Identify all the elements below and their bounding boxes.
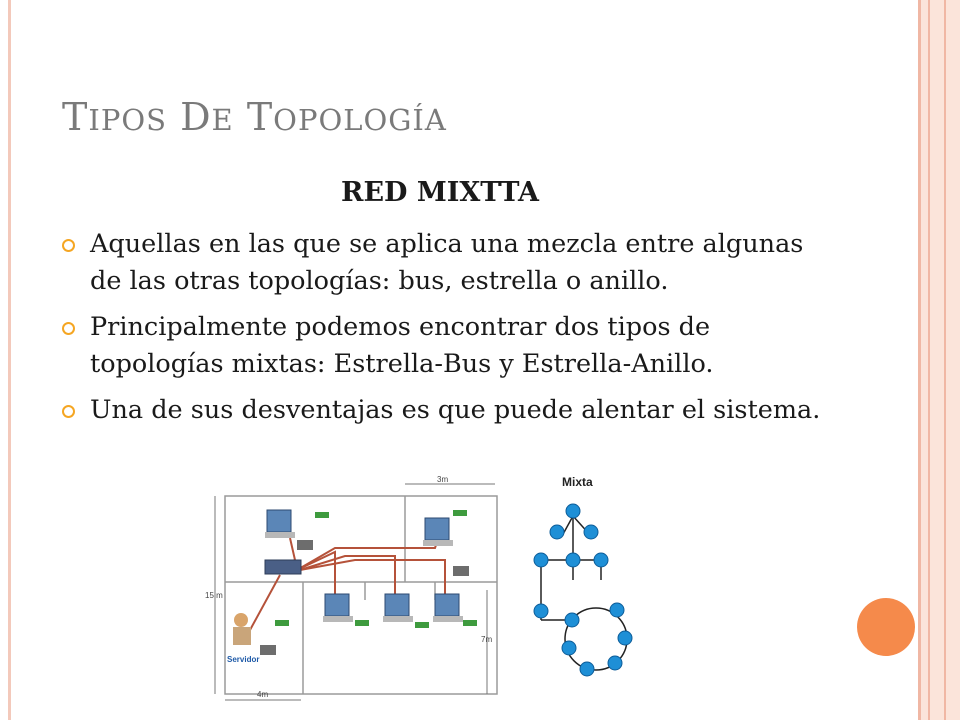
right-frame-band bbox=[918, 0, 960, 720]
bullet-item bbox=[62, 392, 842, 429]
network-card-icon bbox=[415, 622, 429, 628]
dim-top-label: 3m bbox=[437, 475, 449, 484]
bullet-circle-icon bbox=[62, 322, 75, 335]
bullet-item bbox=[62, 309, 842, 383]
network-card-icon bbox=[463, 620, 477, 626]
hub-icon bbox=[265, 560, 301, 574]
right-frame-line bbox=[928, 0, 930, 720]
bullet-text: Aquellas en las que se aplica una mezcla entre algunas de las otras topologías: bus, estrella o anillo. bbox=[90, 229, 804, 296]
bullet-list bbox=[62, 226, 842, 438]
bullet-circle-icon bbox=[62, 239, 75, 252]
network-card-icon bbox=[355, 620, 369, 626]
mixta-node bbox=[608, 656, 622, 670]
right-frame-line bbox=[944, 0, 946, 720]
decorative-orange-circle bbox=[857, 598, 915, 656]
mixta-node bbox=[566, 553, 580, 567]
dim-bottom-label: 4m bbox=[257, 690, 269, 699]
mixta-node bbox=[565, 613, 579, 627]
bullet-circle-icon bbox=[62, 405, 75, 418]
computer-icon bbox=[423, 518, 453, 546]
bullet-text: Una de sus desventajas es que puede alentar el sistema. bbox=[90, 395, 821, 425]
printer-icon bbox=[453, 566, 469, 576]
mixta-node bbox=[534, 553, 548, 567]
mixta-node bbox=[594, 553, 608, 567]
floor-plan-network-image bbox=[205, 470, 505, 705]
subtitle-text: RED MIXTTA bbox=[341, 177, 539, 208]
computer-icon bbox=[323, 594, 353, 622]
bullet-item bbox=[62, 226, 842, 300]
mixta-node bbox=[584, 525, 598, 539]
mixta-node bbox=[566, 504, 580, 518]
mixta-node bbox=[610, 603, 624, 617]
computer-icon bbox=[265, 510, 295, 538]
printer-icon bbox=[260, 645, 276, 655]
mixta-node bbox=[562, 641, 576, 655]
mixta-node bbox=[580, 662, 594, 676]
slide-title bbox=[62, 95, 447, 139]
computer-icon bbox=[433, 594, 463, 622]
mixta-node bbox=[534, 604, 548, 618]
slide-title-text: TIPOS DE TOPOLOGÍA bbox=[62, 95, 447, 139]
slide-subtitle bbox=[0, 177, 880, 208]
server-label: Servidor bbox=[227, 655, 260, 664]
mixta-label: Mixta bbox=[562, 475, 593, 489]
printer-icon bbox=[297, 540, 313, 550]
bullet-text: Principalmente podemos encontrar dos tipos de topologías mixtas: Estrella-Bus y Estrella-Anillo. bbox=[90, 312, 714, 379]
mixta-topology-diagram bbox=[524, 470, 654, 690]
network-card-icon bbox=[275, 620, 289, 626]
dim-right-label: 7m bbox=[481, 635, 493, 644]
network-card-icon bbox=[315, 512, 329, 518]
left-frame-line bbox=[8, 0, 11, 720]
network-card-icon bbox=[453, 510, 467, 516]
mixta-node bbox=[550, 525, 564, 539]
right-frame-line bbox=[918, 0, 921, 720]
dim-left-label: 15 m bbox=[205, 591, 223, 600]
computer-icon bbox=[383, 594, 413, 622]
mixta-node bbox=[618, 631, 632, 645]
